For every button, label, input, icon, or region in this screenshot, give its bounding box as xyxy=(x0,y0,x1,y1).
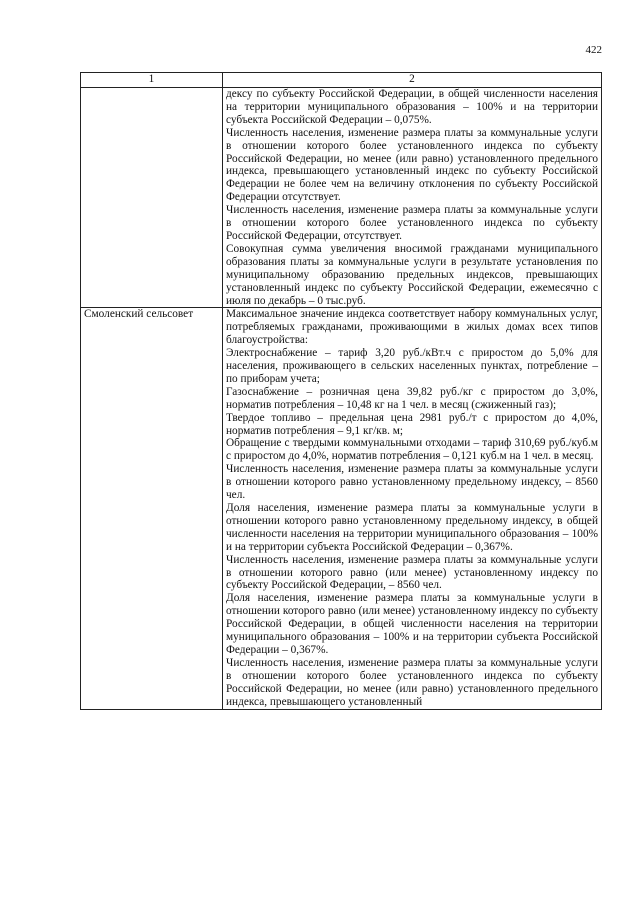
page-number: 422 xyxy=(585,44,602,56)
row-region-empty xyxy=(81,88,223,308)
paragraph: Доля населения, изменение размера платы за коммунальные услуги в отношении которого равно установленному предельному индексу, в общей численности населения на территории муниципального образования – 100% и на территории субъекта Российской Федерации – 0,367%. xyxy=(226,502,598,553)
paragraph: Доля населения, изменение размера платы за коммунальные услуги в отношении которого равно (или менее) установленному индексу по субъекту Российской Федерации, в общей численности населения на территории муниципального образования – 100% и на территории субъекта Российской Федерации – 0,367%. xyxy=(226,592,598,656)
row-description xyxy=(223,308,602,709)
header-col-1: 1 xyxy=(81,73,223,88)
table-row xyxy=(81,88,602,308)
document-table xyxy=(80,72,602,710)
paragraph: дексу по субъекту Российской Федерации, в общей численности населения на территории муниципального образования – 100% и на территории субъекта Российской Федерации – 0,075%. xyxy=(226,88,598,126)
paragraph: Численность населения, изменение размера платы за коммунальные услуги в отношении которого более установленного индекса по субъекту Российской Федерации, но менее (или равно) установленного предельного индекса, превышающего установленный xyxy=(226,656,598,708)
row-region-name: Смоленский сельсовет xyxy=(81,308,223,709)
paragraph: Максимальное значение индекса соответствует набору коммунальных услуг, потребляемых гражданами, проживающими в жилых домах всех типов благоустройства: xyxy=(226,308,598,347)
paragraph: Газоснабжение – розничная цена 39,82 руб./кг с приростом до 3,0%, норматив потребления – 10,48 кг на 1 чел. в месяц (сжиженный газ); xyxy=(226,385,598,411)
paragraph: Численность населения, изменение размера платы за коммунальные услуги в отношении которого более установленного индекса по субъекту Российской Федерации, отсутствует. xyxy=(226,204,598,242)
paragraph: Численность населения, изменение размера платы за коммунальные услуги в отношении которого равно установленному предельному индексу, – 8560 чел. xyxy=(226,463,598,502)
paragraph: Численность населения, изменение размера платы за коммунальные услуги в отношении которого равно (или менее) установленному индексу по субъекту Российской Федерации, – 8560 чел. xyxy=(226,553,598,592)
row-description xyxy=(223,88,602,308)
paragraph: Электроснабжение – тариф 3,20 руб./кВт.ч с приростом до 5,0% для населения, проживающего в сельских населенных пунктах, потребление – по приборам учета; xyxy=(226,347,598,385)
paragraph: Обращение с твердыми коммунальными отходами – тариф 310,69 руб./куб.м с приростом до 4,0%, норматив потребления – 0,121 куб.м на 1 чел. в месяц. xyxy=(226,437,598,463)
table-row xyxy=(81,308,602,709)
paragraph: Совокупная сумма увеличения вносимой гражданами муниципального образования платы за коммунальные услуги в результате установления по муниципальному образованию предельных индексов, превышающих установленный индекс по субъекту Российской Федерации, ежемесячно с июля по декабрь – 0 тыс.руб. xyxy=(226,242,598,307)
paragraph: Численность населения, изменение размера платы за коммунальные услуги в отношении которого более установленного индекса по субъекту Российской Федерации, но менее (или равно) установленного предельного индекса, превышающего установленный индекс по субъекту Российской Федерации не более чем на величину отклонения по субъекту Российской Федерации отсутствует. xyxy=(226,126,598,204)
header-col-2: 2 xyxy=(223,73,602,88)
table-header-row xyxy=(81,73,602,88)
paragraph: Твердое топливо – предельная цена 2981 руб./т с приростом до 4,0%, норматив потребления – 9,1 кг/кв. м; xyxy=(226,411,598,437)
